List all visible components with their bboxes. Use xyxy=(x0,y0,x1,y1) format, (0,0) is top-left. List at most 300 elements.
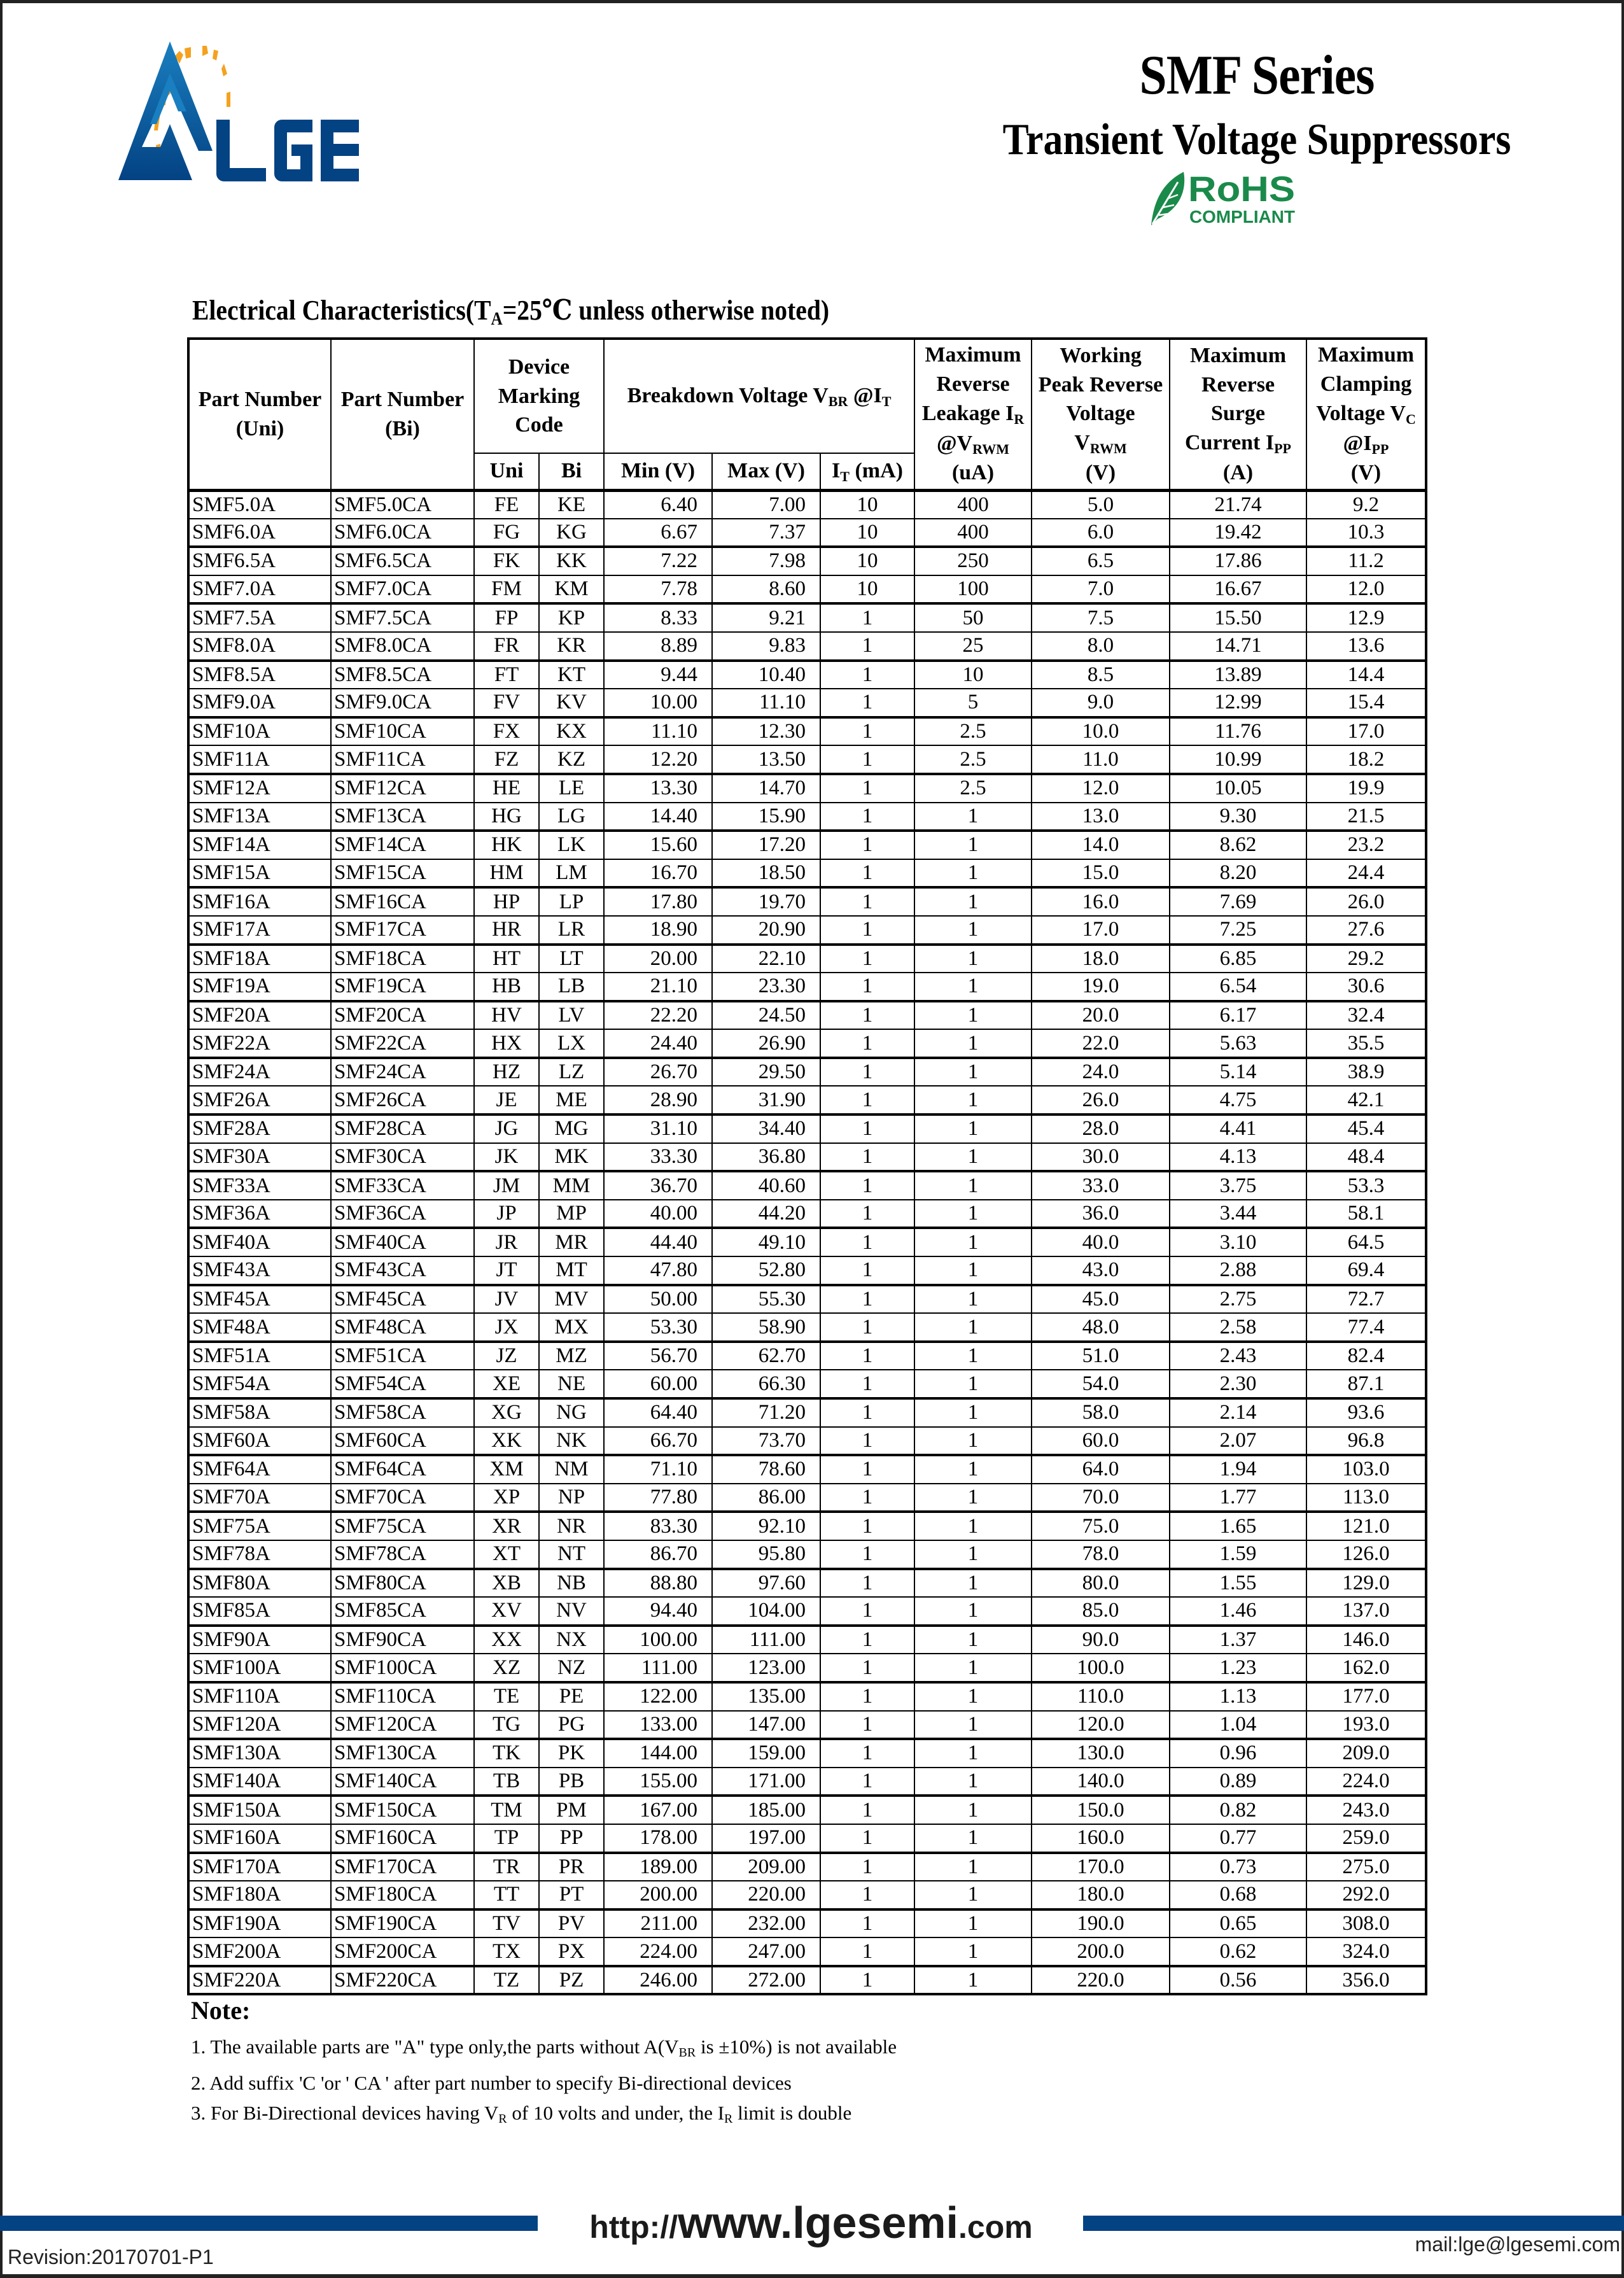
cell-marking-uni: JV xyxy=(474,1285,539,1314)
cell-part-number-bi: SMF100CA xyxy=(331,1654,474,1682)
header-it-ma: $I_T$ (mA) xyxy=(820,453,914,490)
cell-part-number-uni: SMF90A xyxy=(188,1626,331,1654)
cell-ipp-a: 6.85 xyxy=(1170,945,1306,973)
cell-ir-ua: 1 xyxy=(914,1626,1032,1654)
cell-vc-v: 12.9 xyxy=(1306,603,1426,632)
cell-vrwm-v: 30.0 xyxy=(1032,1143,1170,1172)
cell-vrwm-v: 36.0 xyxy=(1032,1200,1170,1228)
cell-it-ma: 1 xyxy=(820,1796,914,1824)
cell-vbr-max: 104.00 xyxy=(712,1597,820,1626)
cell-marking-uni: TV xyxy=(474,1909,539,1938)
cell-vrwm-v: 170.0 xyxy=(1032,1853,1170,1881)
cell-vrwm-v: 110.0 xyxy=(1032,1682,1170,1711)
cell-marking-bi: KG xyxy=(539,519,604,547)
cell-vbr-max: 13.50 xyxy=(712,745,820,774)
cell-part-number-bi: SMF40CA xyxy=(331,1228,474,1256)
cell-ir-ua: 1 xyxy=(914,1966,1032,1995)
table-row xyxy=(188,1512,1426,1540)
cell-marking-bi: LB xyxy=(539,973,604,1001)
cell-vbr-max: 31.90 xyxy=(712,1086,820,1114)
cell-ipp-a: 2.30 xyxy=(1170,1370,1306,1398)
cell-marking-uni: HP xyxy=(474,887,539,916)
cell-vc-v: 19.9 xyxy=(1306,774,1426,803)
table-row xyxy=(188,1228,1426,1256)
cell-marking-bi: NK xyxy=(539,1427,604,1456)
table-row xyxy=(188,1739,1426,1768)
cell-part-number-bi: SMF220CA xyxy=(331,1966,474,1995)
cell-marking-bi: PG xyxy=(539,1711,604,1740)
cell-part-number-bi: SMF54CA xyxy=(331,1370,474,1398)
cell-ir-ua: 400 xyxy=(914,490,1032,519)
cell-vbr-min: 189.00 xyxy=(604,1853,712,1881)
cell-marking-bi: KP xyxy=(539,603,604,632)
cell-ipp-a: 0.82 xyxy=(1170,1796,1306,1824)
cell-ipp-a: 19.42 xyxy=(1170,519,1306,547)
cell-part-number-uni: SMF78A xyxy=(188,1540,331,1569)
electrical-characteristics-table xyxy=(187,337,1427,1995)
cell-part-number-bi: SMF90CA xyxy=(331,1626,474,1654)
cell-ipp-a: 1.46 xyxy=(1170,1597,1306,1626)
cell-vbr-max: 10.40 xyxy=(712,661,820,689)
cell-marking-uni: JT xyxy=(474,1256,539,1285)
cell-marking-bi: PZ xyxy=(539,1966,604,1995)
cell-marking-bi: NR xyxy=(539,1512,604,1540)
cell-it-ma: 1 xyxy=(820,1881,914,1909)
footer-bar-right xyxy=(1083,2216,1624,2231)
header-max-reverse-leakage: Maximum Reverse Leakage $I_R$ $@V_{RWM}$ (uA) xyxy=(914,339,1032,490)
cell-part-number-uni: SMF180A xyxy=(188,1881,331,1909)
cell-it-ma: 1 xyxy=(820,973,914,1001)
cell-it-ma: 1 xyxy=(820,945,914,973)
cell-marking-bi: MV xyxy=(539,1285,604,1314)
note-3: 3. For Bi-Directional devices having $V_R$ of 10 volts and under, the $I_R$ limit is double xyxy=(191,2102,852,2126)
cell-marking-uni: JE xyxy=(474,1086,539,1114)
cell-it-ma: 1 xyxy=(820,1711,914,1740)
rohs-leaf-icon xyxy=(1149,171,1314,228)
cell-vbr-max: 24.50 xyxy=(712,1001,820,1030)
cell-marking-uni: XP xyxy=(474,1484,539,1512)
table-row xyxy=(188,1909,1426,1938)
cell-marking-uni: FX xyxy=(474,717,539,746)
cell-ir-ua: 1 xyxy=(914,1484,1032,1512)
table-row xyxy=(188,1256,1426,1285)
footer-email-link[interactable]: mail:lge@lgesemi.com xyxy=(1415,2233,1620,2256)
cell-ipp-a: 5.14 xyxy=(1170,1058,1306,1086)
cell-part-number-uni: SMF190A xyxy=(188,1909,331,1938)
cell-vc-v: 24.4 xyxy=(1306,859,1426,888)
cell-ipp-a: 0.96 xyxy=(1170,1739,1306,1768)
cell-ipp-a: 12.99 xyxy=(1170,689,1306,717)
cell-part-number-bi: SMF5.0CA xyxy=(331,490,474,519)
header-breakdown-voltage: Breakdown Voltage $V_{BR}$ $@I_T$ xyxy=(604,339,914,453)
cell-vbr-max: 15.90 xyxy=(712,803,820,831)
cell-it-ma: 1 xyxy=(820,1342,914,1370)
cell-part-number-bi: SMF22CA xyxy=(331,1029,474,1058)
cell-ir-ua: 50 xyxy=(914,603,1032,632)
cell-part-number-uni: SMF85A xyxy=(188,1597,331,1626)
cell-ir-ua: 5 xyxy=(914,689,1032,717)
cell-marking-bi: LP xyxy=(539,887,604,916)
cell-vbr-max: 78.60 xyxy=(712,1455,820,1484)
cell-ir-ua: 1 xyxy=(914,1398,1032,1427)
cell-vbr-min: 11.10 xyxy=(604,717,712,746)
cell-vbr-min: 122.00 xyxy=(604,1682,712,1711)
cell-ir-ua: 2.5 xyxy=(914,774,1032,803)
cell-ipp-a: 1.37 xyxy=(1170,1626,1306,1654)
cell-vrwm-v: 9.0 xyxy=(1032,689,1170,717)
cell-ir-ua: 1 xyxy=(914,1937,1032,1966)
cell-it-ma: 1 xyxy=(820,803,914,831)
cell-vrwm-v: 60.0 xyxy=(1032,1427,1170,1456)
cell-marking-uni: HR xyxy=(474,916,539,945)
cell-it-ma: 10 xyxy=(820,547,914,575)
cell-it-ma: 1 xyxy=(820,774,914,803)
cell-it-ma: 1 xyxy=(820,1682,914,1711)
cell-it-ma: 1 xyxy=(820,1654,914,1682)
cell-vc-v: 45.4 xyxy=(1306,1114,1426,1143)
cell-vbr-min: 77.80 xyxy=(604,1484,712,1512)
cell-marking-uni: FM xyxy=(474,575,539,604)
cell-part-number-bi: SMF130CA xyxy=(331,1739,474,1768)
cell-vbr-max: 171.00 xyxy=(712,1768,820,1796)
cell-vrwm-v: 90.0 xyxy=(1032,1626,1170,1654)
cell-ir-ua: 1 xyxy=(914,1455,1032,1484)
cell-vbr-max: 17.20 xyxy=(712,831,820,859)
cell-marking-bi: LV xyxy=(539,1001,604,1030)
cell-marking-uni: TM xyxy=(474,1796,539,1824)
cell-vc-v: 77.4 xyxy=(1306,1313,1426,1342)
cell-vbr-max: 232.00 xyxy=(712,1909,820,1938)
cell-vrwm-v: 14.0 xyxy=(1032,831,1170,859)
cell-vbr-min: 66.70 xyxy=(604,1427,712,1456)
cell-part-number-bi: SMF75CA xyxy=(331,1512,474,1540)
cell-vbr-max: 62.70 xyxy=(712,1342,820,1370)
cell-ir-ua: 1 xyxy=(914,1881,1032,1909)
cell-vbr-min: 18.90 xyxy=(604,916,712,945)
table-row xyxy=(188,1682,1426,1711)
cell-marking-bi: LT xyxy=(539,945,604,973)
cell-part-number-uni: SMF12A xyxy=(188,774,331,803)
cell-marking-bi: LR xyxy=(539,916,604,945)
cell-marking-uni: HX xyxy=(474,1029,539,1058)
cell-ir-ua: 2.5 xyxy=(914,745,1032,774)
cell-vbr-min: 83.30 xyxy=(604,1512,712,1540)
cell-vbr-max: 26.90 xyxy=(712,1029,820,1058)
table-row xyxy=(188,1597,1426,1626)
cell-vbr-min: 44.40 xyxy=(604,1228,712,1256)
footer-bar-left xyxy=(0,2216,538,2231)
cell-marking-uni: XE xyxy=(474,1370,539,1398)
cell-part-number-bi: SMF60CA xyxy=(331,1427,474,1456)
cell-vbr-max: 34.40 xyxy=(712,1114,820,1143)
cell-vc-v: 96.8 xyxy=(1306,1427,1426,1456)
cell-ir-ua: 1 xyxy=(914,1114,1032,1143)
cell-vrwm-v: 190.0 xyxy=(1032,1909,1170,1938)
cell-part-number-uni: SMF64A xyxy=(188,1455,331,1484)
table-row xyxy=(188,1881,1426,1909)
cell-vbr-max: 22.10 xyxy=(712,945,820,973)
cell-vc-v: 308.0 xyxy=(1306,1909,1426,1938)
table-row xyxy=(188,1285,1426,1314)
cell-vrwm-v: 33.0 xyxy=(1032,1171,1170,1200)
cell-marking-uni: XG xyxy=(474,1398,539,1427)
cell-part-number-bi: SMF43CA xyxy=(331,1256,474,1285)
table-row xyxy=(188,1711,1426,1740)
footer-website-link[interactable]: http://www.lgesemi.com xyxy=(589,2198,1033,2247)
cell-part-number-uni: SMF22A xyxy=(188,1029,331,1058)
cell-marking-bi: PP xyxy=(539,1824,604,1853)
cell-ir-ua: 400 xyxy=(914,519,1032,547)
cell-part-number-bi: SMF6.0CA xyxy=(331,519,474,547)
cell-vc-v: 324.0 xyxy=(1306,1937,1426,1966)
cell-vc-v: 162.0 xyxy=(1306,1654,1426,1682)
cell-ir-ua: 1 xyxy=(914,1228,1032,1256)
cell-ir-ua: 1 xyxy=(914,1739,1032,1768)
cell-vbr-min: 6.40 xyxy=(604,490,712,519)
table-row xyxy=(188,745,1426,774)
cell-vbr-max: 40.60 xyxy=(712,1171,820,1200)
cell-ir-ua: 1 xyxy=(914,1342,1032,1370)
cell-vc-v: 69.4 xyxy=(1306,1256,1426,1285)
cell-vc-v: 137.0 xyxy=(1306,1597,1426,1626)
cell-marking-bi: LZ xyxy=(539,1058,604,1086)
cell-marking-bi: LX xyxy=(539,1029,604,1058)
cell-vbr-max: 36.80 xyxy=(712,1143,820,1172)
cell-it-ma: 1 xyxy=(820,1512,914,1540)
cell-it-ma: 10 xyxy=(820,575,914,604)
cell-marking-bi: PB xyxy=(539,1768,604,1796)
header-max-clamping-voltage: Maximum Clamping Voltage $V_C$ $@I_{PP}$ (V) xyxy=(1306,339,1426,490)
section-title xyxy=(192,294,829,330)
cell-vbr-min: 33.30 xyxy=(604,1143,712,1172)
cell-vc-v: 10.3 xyxy=(1306,519,1426,547)
cell-vbr-min: 88.80 xyxy=(604,1569,712,1598)
cell-ipp-a: 6.54 xyxy=(1170,973,1306,1001)
cell-part-number-uni: SMF19A xyxy=(188,973,331,1001)
cell-it-ma: 1 xyxy=(820,603,914,632)
cell-vc-v: 64.5 xyxy=(1306,1228,1426,1256)
cell-marking-uni: JZ xyxy=(474,1342,539,1370)
cell-it-ma: 1 xyxy=(820,1626,914,1654)
cell-marking-uni: TK xyxy=(474,1739,539,1768)
cell-ipp-a: 1.59 xyxy=(1170,1540,1306,1569)
cell-part-number-bi: SMF8.5CA xyxy=(331,661,474,689)
header-min-v: Min (V) xyxy=(604,453,712,490)
cell-marking-bi: PV xyxy=(539,1909,604,1938)
cell-it-ma: 1 xyxy=(820,1569,914,1598)
table-row xyxy=(188,661,1426,689)
cell-part-number-uni: SMF54A xyxy=(188,1370,331,1398)
cell-marking-uni: FV xyxy=(474,689,539,717)
rohs-main-text: RoHS xyxy=(1188,171,1295,209)
cell-vbr-max: 18.50 xyxy=(712,859,820,888)
cell-vrwm-v: 43.0 xyxy=(1032,1256,1170,1285)
cell-ipp-a: 2.75 xyxy=(1170,1285,1306,1314)
cell-ipp-a: 0.56 xyxy=(1170,1966,1306,1995)
cell-it-ma: 1 xyxy=(820,1966,914,1995)
table-row xyxy=(188,689,1426,717)
cell-vc-v: 21.5 xyxy=(1306,803,1426,831)
cell-it-ma: 1 xyxy=(820,1768,914,1796)
cell-vbr-min: 16.70 xyxy=(604,859,712,888)
table-row xyxy=(188,1313,1426,1342)
cell-vc-v: 259.0 xyxy=(1306,1824,1426,1853)
cell-ir-ua: 1 xyxy=(914,1768,1032,1796)
cell-vbr-min: 31.10 xyxy=(604,1114,712,1143)
cell-it-ma: 1 xyxy=(820,1029,914,1058)
cell-vc-v: 146.0 xyxy=(1306,1626,1426,1654)
cell-part-number-bi: SMF15CA xyxy=(331,859,474,888)
cell-it-ma: 1 xyxy=(820,717,914,746)
cell-vc-v: 32.4 xyxy=(1306,1001,1426,1030)
cell-vc-v: 38.9 xyxy=(1306,1058,1426,1086)
cell-marking-bi: NP xyxy=(539,1484,604,1512)
cell-marking-uni: XX xyxy=(474,1626,539,1654)
cell-marking-uni: TG xyxy=(474,1711,539,1740)
cell-vbr-max: 92.10 xyxy=(712,1512,820,1540)
cell-marking-bi: MX xyxy=(539,1313,604,1342)
cell-vbr-min: 224.00 xyxy=(604,1937,712,1966)
lge-logo-icon xyxy=(102,38,496,185)
table-row xyxy=(188,519,1426,547)
cell-marking-uni: XM xyxy=(474,1455,539,1484)
cell-it-ma: 1 xyxy=(820,1313,914,1342)
cell-vbr-max: 7.00 xyxy=(712,490,820,519)
cell-marking-uni: XV xyxy=(474,1597,539,1626)
cell-vbr-min: 178.00 xyxy=(604,1824,712,1853)
cell-ipp-a: 21.74 xyxy=(1170,490,1306,519)
cell-it-ma: 1 xyxy=(820,887,914,916)
cell-part-number-bi: SMF140CA xyxy=(331,1768,474,1796)
cell-part-number-uni: SMF36A xyxy=(188,1200,331,1228)
cell-vrwm-v: 70.0 xyxy=(1032,1484,1170,1512)
cell-vc-v: 224.0 xyxy=(1306,1768,1426,1796)
cell-vbr-max: 123.00 xyxy=(712,1654,820,1682)
cell-vc-v: 209.0 xyxy=(1306,1739,1426,1768)
cell-it-ma: 1 xyxy=(820,1455,914,1484)
cell-it-ma: 1 xyxy=(820,1370,914,1398)
cell-vrwm-v: 140.0 xyxy=(1032,1768,1170,1796)
table-row xyxy=(188,1370,1426,1398)
cell-it-ma: 1 xyxy=(820,1597,914,1626)
cell-marking-uni: HT xyxy=(474,945,539,973)
cell-part-number-bi: SMF45CA xyxy=(331,1285,474,1314)
cell-ir-ua: 1 xyxy=(914,1569,1032,1598)
title-block xyxy=(891,45,1623,164)
cell-vbr-min: 9.44 xyxy=(604,661,712,689)
cell-marking-bi: MM xyxy=(539,1171,604,1200)
cell-part-number-uni: SMF48A xyxy=(188,1313,331,1342)
cell-it-ma: 1 xyxy=(820,916,914,945)
cell-vbr-max: 135.00 xyxy=(712,1682,820,1711)
cell-marking-uni: FK xyxy=(474,547,539,575)
cell-marking-bi: NZ xyxy=(539,1654,604,1682)
series-title: SMF Series xyxy=(1139,45,1375,106)
cell-ir-ua: 1 xyxy=(914,1001,1032,1030)
cell-ir-ua: 1 xyxy=(914,1058,1032,1086)
table-body xyxy=(188,490,1426,1994)
cell-ipp-a: 0.73 xyxy=(1170,1853,1306,1881)
cell-vc-v: 103.0 xyxy=(1306,1455,1426,1484)
cell-marking-uni: HB xyxy=(474,973,539,1001)
cell-marking-bi: MT xyxy=(539,1256,604,1285)
cell-vc-v: 18.2 xyxy=(1306,745,1426,774)
cell-vrwm-v: 220.0 xyxy=(1032,1966,1170,1995)
cell-vbr-min: 22.20 xyxy=(604,1001,712,1030)
cell-marking-bi: LK xyxy=(539,831,604,859)
cell-part-number-uni: SMF130A xyxy=(188,1739,331,1768)
cell-vrwm-v: 130.0 xyxy=(1032,1739,1170,1768)
cell-vbr-max: 11.10 xyxy=(712,689,820,717)
cell-marking-bi: NT xyxy=(539,1540,604,1569)
cell-ipp-a: 3.10 xyxy=(1170,1228,1306,1256)
section-title-sub: A xyxy=(491,309,503,329)
cell-part-number-bi: SMF14CA xyxy=(331,831,474,859)
table-row xyxy=(188,774,1426,803)
cell-part-number-bi: SMF170CA xyxy=(331,1853,474,1881)
cell-ir-ua: 10 xyxy=(914,661,1032,689)
cell-vbr-max: 14.70 xyxy=(712,774,820,803)
section-title-suffix: =25℃ unless otherwise noted) xyxy=(502,295,830,326)
cell-vrwm-v: 85.0 xyxy=(1032,1597,1170,1626)
section-title-prefix: Electrical Characteristics(T xyxy=(192,295,491,326)
cell-ir-ua: 1 xyxy=(914,1200,1032,1228)
table-row xyxy=(188,1171,1426,1200)
cell-vc-v: 11.2 xyxy=(1306,547,1426,575)
cell-vbr-max: 9.21 xyxy=(712,603,820,632)
cell-vbr-max: 73.70 xyxy=(712,1427,820,1456)
cell-vc-v: 14.4 xyxy=(1306,661,1426,689)
cell-it-ma: 1 xyxy=(820,661,914,689)
rohs-sub-text: COMPLIANT xyxy=(1189,207,1295,227)
cell-vbr-max: 209.00 xyxy=(712,1853,820,1881)
cell-ir-ua: 1 xyxy=(914,1285,1032,1314)
cell-vbr-min: 7.22 xyxy=(604,547,712,575)
cell-ipp-a: 1.23 xyxy=(1170,1654,1306,1682)
cell-vbr-min: 94.40 xyxy=(604,1597,712,1626)
cell-it-ma: 1 xyxy=(820,689,914,717)
cell-marking-uni: XZ xyxy=(474,1654,539,1682)
cell-marking-uni: HE xyxy=(474,774,539,803)
cell-ir-ua: 1 xyxy=(914,1313,1032,1342)
table-row xyxy=(188,1455,1426,1484)
cell-part-number-uni: SMF80A xyxy=(188,1569,331,1598)
cell-ipp-a: 11.76 xyxy=(1170,717,1306,746)
table-row xyxy=(188,1796,1426,1824)
cell-part-number-uni: SMF110A xyxy=(188,1682,331,1711)
cell-vbr-min: 28.90 xyxy=(604,1086,712,1114)
cell-vrwm-v: 45.0 xyxy=(1032,1285,1170,1314)
cell-part-number-uni: SMF18A xyxy=(188,945,331,973)
cell-marking-uni: XB xyxy=(474,1569,539,1598)
cell-vrwm-v: 28.0 xyxy=(1032,1114,1170,1143)
cell-part-number-bi: SMF20CA xyxy=(331,1001,474,1030)
cell-part-number-uni: SMF7.0A xyxy=(188,575,331,604)
cell-part-number-bi: SMF17CA xyxy=(331,916,474,945)
cell-vbr-max: 7.37 xyxy=(712,519,820,547)
cell-part-number-bi: SMF190CA xyxy=(331,1909,474,1938)
cell-part-number-uni: SMF45A xyxy=(188,1285,331,1314)
cell-marking-uni: HM xyxy=(474,859,539,888)
cell-ipp-a: 1.65 xyxy=(1170,1512,1306,1540)
cell-vbr-min: 86.70 xyxy=(604,1540,712,1569)
cell-it-ma: 1 xyxy=(820,1540,914,1569)
cell-vrwm-v: 6.0 xyxy=(1032,519,1170,547)
cell-vrwm-v: 54.0 xyxy=(1032,1370,1170,1398)
cell-part-number-bi: SMF30CA xyxy=(331,1143,474,1172)
table-row xyxy=(188,1427,1426,1456)
cell-vbr-min: 56.70 xyxy=(604,1342,712,1370)
